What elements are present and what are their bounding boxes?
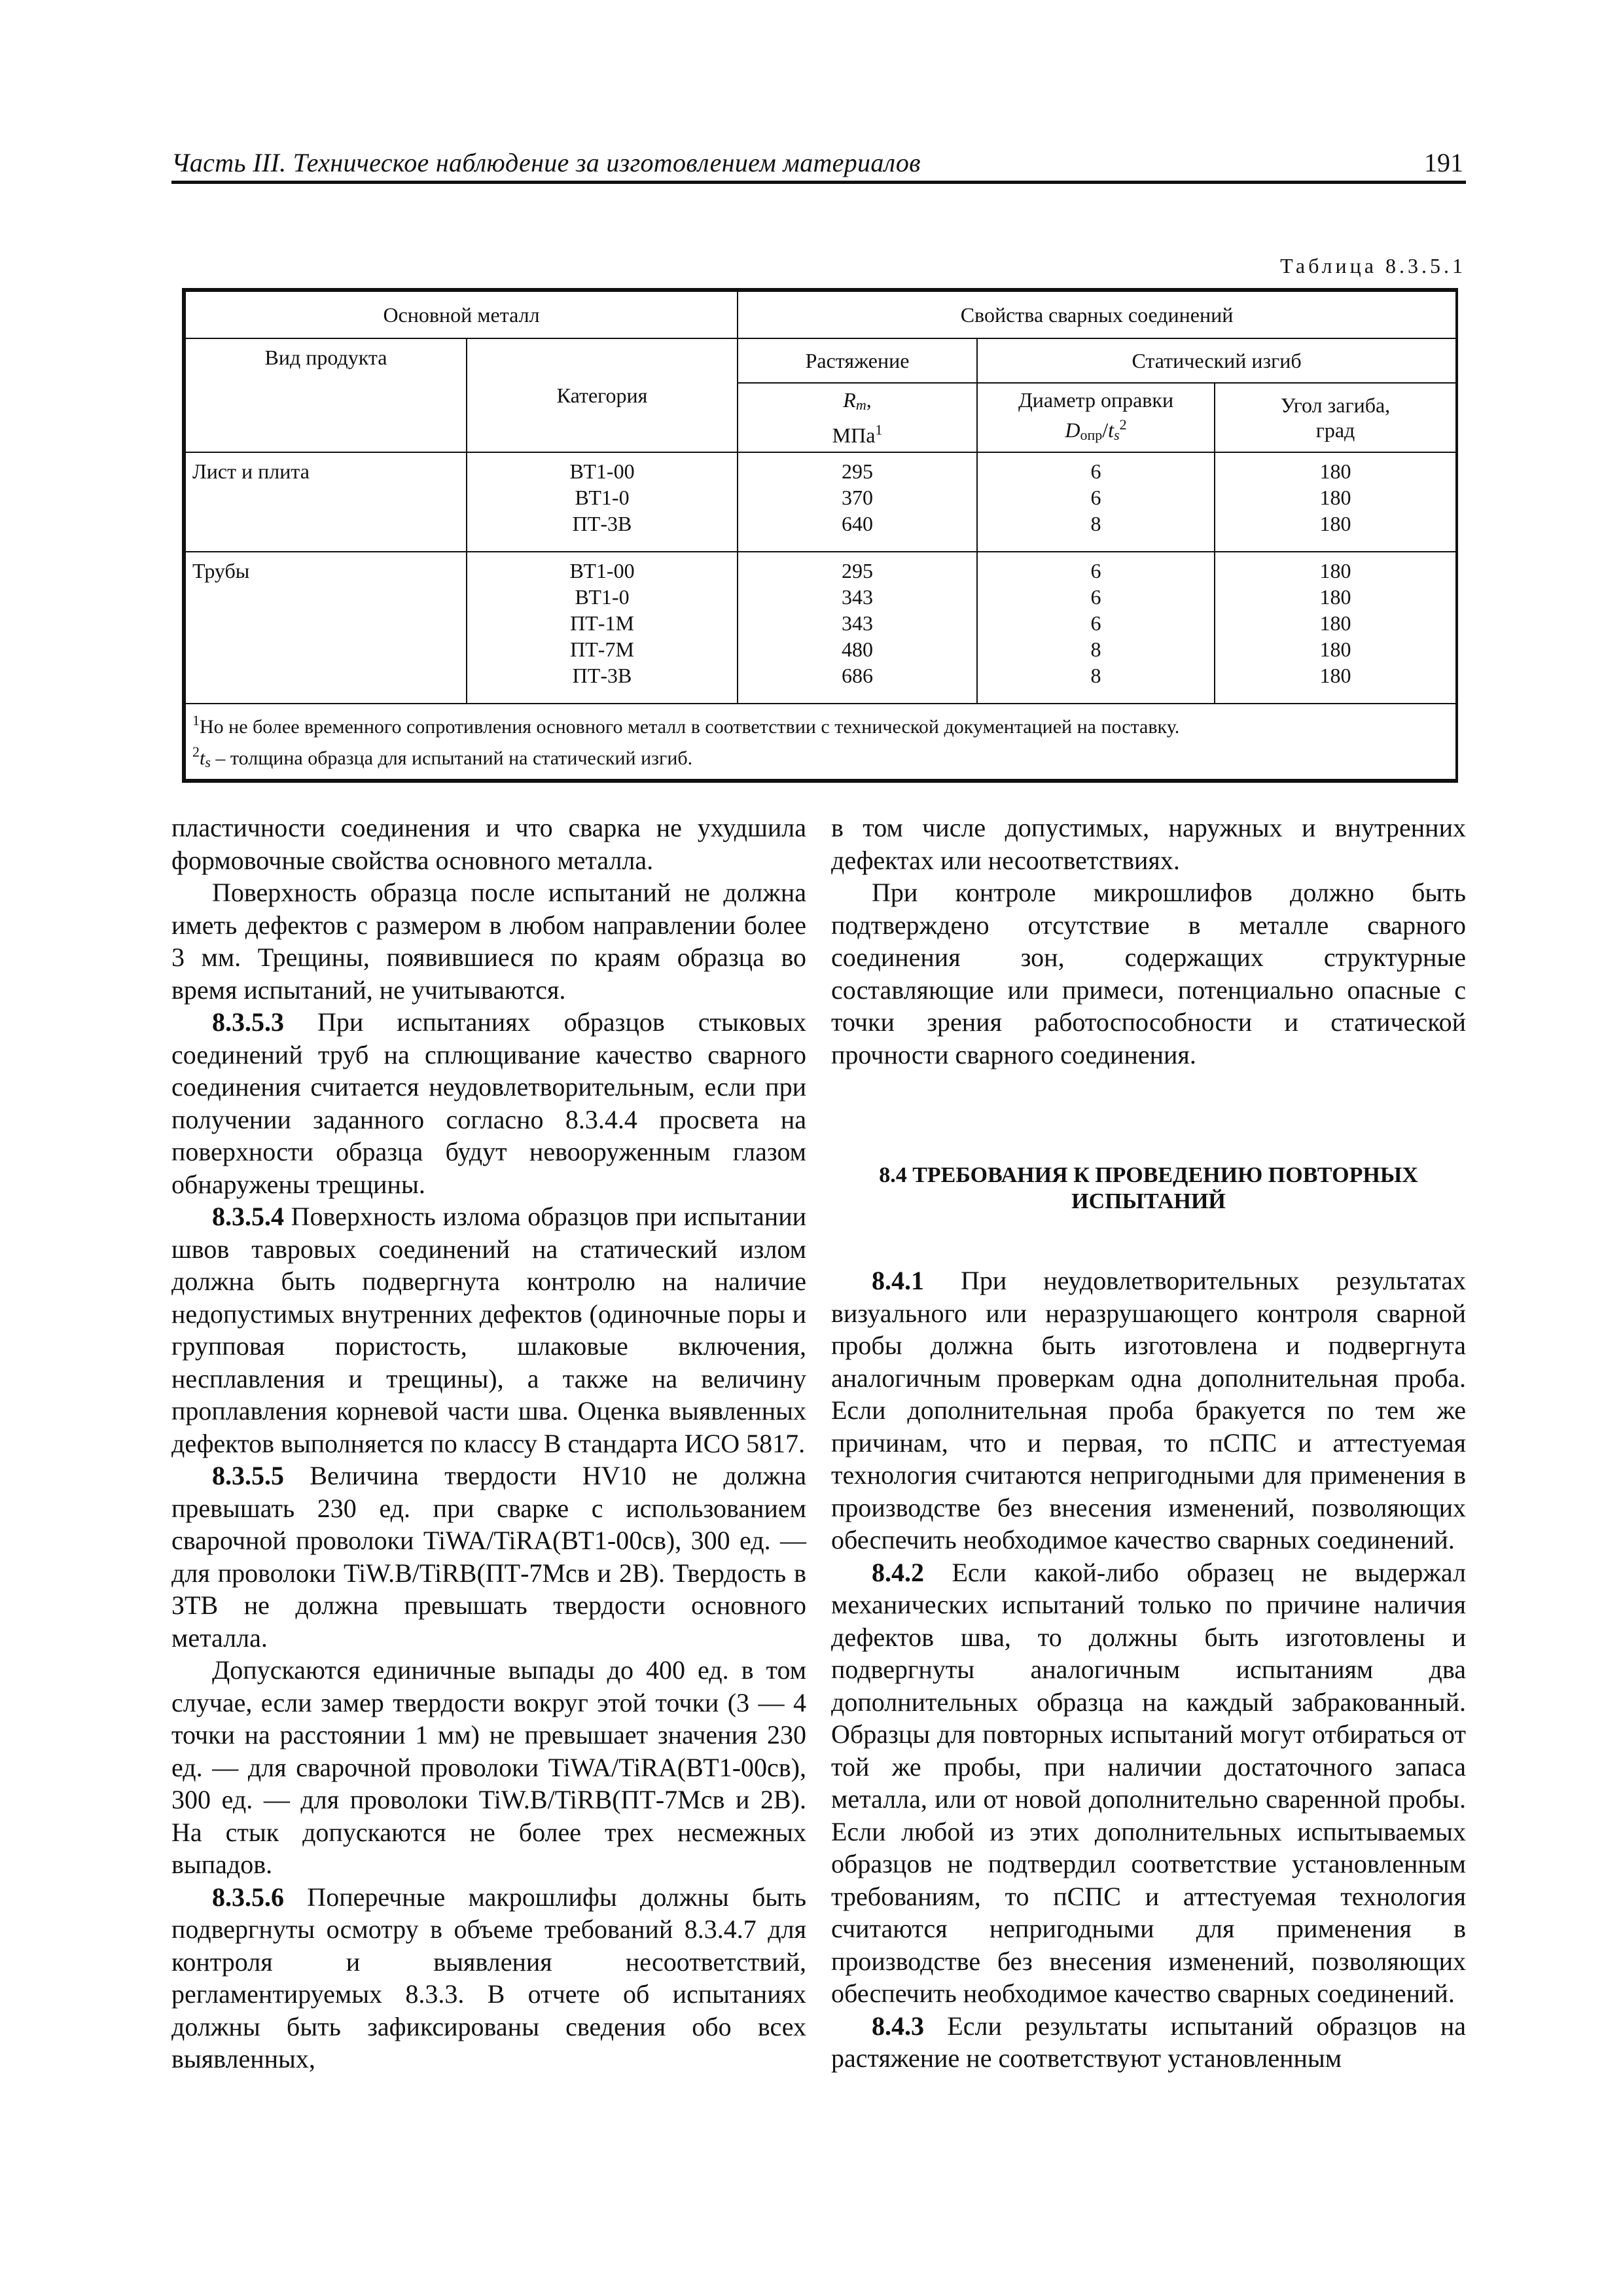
product-cell xyxy=(185,452,467,552)
header-tension: Растяжение xyxy=(738,338,977,383)
mandrel-footnote-mark: 2 xyxy=(1119,416,1127,433)
angle-value: 180 xyxy=(1319,664,1351,687)
category-cell xyxy=(467,552,738,704)
category-value: ПТ-1М xyxy=(570,611,634,635)
clause-number: 8.4.3 xyxy=(872,2011,924,2041)
mandrel-t: t xyxy=(1108,418,1115,442)
rm-subscript: m xyxy=(855,397,866,413)
mandrel-value: 8 xyxy=(1090,637,1101,661)
mandrel-value: 6 xyxy=(1090,459,1101,483)
angle-cell xyxy=(1215,452,1456,552)
category-value: ПТ-7М xyxy=(570,637,634,661)
angle-value: 180 xyxy=(1319,459,1351,483)
clause-text: Величина твердости HV10 не должна превышать 230 ед. при сварке с использованием сварочной проволоки TiWA/TiRA(ВТ1-00св), 300 ед. — для проволоки TiW.B/TiRB(ПТ-7Мсв и 2В). Твердость в ЗТВ не должна превышать твердости основного металла. xyxy=(171,1461,806,1653)
clause-text: При испытаниях образцов стыковых соединений труб на сплющивание качество сварного соединения считается неудовлетворительным, если при получении заданного согласно 8.3.4.4 просвета на поверхности образца будут невооруженным глазом обнаружены трещины. xyxy=(171,1007,806,1199)
angle-value: 180 xyxy=(1319,559,1351,583)
category-value: ВТ1-00 xyxy=(569,559,635,583)
mandrel-value: 6 xyxy=(1090,611,1101,635)
table-notes xyxy=(185,704,1456,780)
product-cell xyxy=(185,552,467,704)
clause-number: 8.3.5.5 xyxy=(212,1461,284,1490)
header-bend-angle xyxy=(1215,383,1456,452)
clause-number: 8.3.5.3 xyxy=(212,1007,284,1037)
header-product-type: Вид продукта xyxy=(185,338,467,452)
mandrel-value: 6 xyxy=(1090,486,1101,509)
paragraph-8-3-5-6 xyxy=(171,1881,806,2075)
mandrel-value: 8 xyxy=(1090,512,1101,535)
clause-text: Если какой-либо образец не выдержал механических испытаний только по причине наличия дефектов шва, то должны быть изготовлены и подвергнуты аналогичным испытаниям два дополнительных образца на каждый забракованный. Образцы для повторных испытаний могут отбираться от той же пробы, при наличии достаточного запаса металла, или от новой дополнительно сваренной пробы. Если любой из этих дополнительных испытываемых образцов не подтвердил соответствие установленным требованиям, то пСПС и аттестуемая технология считаются непригодными для применения в производстве без внесения изменений, позволяющих обеспечить необходимое качество сварных соединений. xyxy=(831,1557,1466,2008)
table-row xyxy=(185,552,1456,704)
header-base-metal: Основной металл xyxy=(185,291,738,338)
running-title: Часть III. Техническое наблюдение за изготовлением материалов xyxy=(171,148,921,177)
paragraph-8-4-1 xyxy=(831,1265,1466,1556)
rm-value: 370 xyxy=(842,486,874,509)
section-heading-line: 8.4 ТРЕБОВАНИЯ К ПРОВЕДЕНИЮ ПОВТОРНЫХ xyxy=(879,1163,1418,1187)
paragraph: пластичности соединения и что сварка не ухудшила формовочные свойства основного металла. xyxy=(171,813,806,875)
footnote-2-text: – толщина образца для испытаний на статический изгиб. xyxy=(210,747,693,769)
bend-angle-unit: град xyxy=(1315,418,1355,442)
table-caption: Таблица 8.3.5.1 xyxy=(1280,254,1466,278)
paragraph-8-3-5-5 xyxy=(171,1460,806,1654)
angle-value: 180 xyxy=(1319,486,1351,509)
page-header xyxy=(171,143,1466,184)
paragraph-8-4-3 xyxy=(831,2010,1466,2075)
rm-value: 295 xyxy=(842,459,874,483)
mandrel-cell xyxy=(977,552,1215,704)
rm-cell xyxy=(738,452,977,552)
mandrel-d-sub: опр xyxy=(1080,427,1103,443)
product-name: Лист и плита xyxy=(192,459,310,483)
rm-value: 343 xyxy=(842,611,874,635)
mandrel-cell xyxy=(977,452,1215,552)
right-text-column xyxy=(831,812,1466,2075)
clause-number: 8.4.1 xyxy=(872,1266,924,1295)
footnote-1-mark: 1 xyxy=(192,712,200,728)
bend-angle-label: Угол загиба, xyxy=(1280,393,1391,417)
paragraph: Поверхность образца после испытаний не должна иметь дефектов с размером в любом направлении более 3 мм. Трещины, появившиеся по краям образца во время испытаний, не учитываются. xyxy=(171,878,806,1005)
rm-symbol: R xyxy=(843,388,856,412)
angle-value: 180 xyxy=(1319,585,1351,609)
table-subheader-row xyxy=(185,338,1456,383)
rm-unit: МПа xyxy=(832,423,876,447)
clause-number: 8.4.2 xyxy=(872,1557,924,1587)
header-mandrel xyxy=(977,383,1215,452)
footnote-2-mark: 2 xyxy=(192,744,200,760)
rm-value: 343 xyxy=(842,585,874,609)
paragraph: Допускаются единичные выпады до 400 ед. в том случае, если замер твердости вокруг этой точки (3 — 4 точки на расстоянии 1 мм) не превышает значения 230 ед. — для сварочной проволоки TiWA/TiRA(ВТ1-00св), 300 ед. — для проволоки TiW.B/TiRB(ПТ-7Мсв и 2В). На стык допускаются не более трех несмежных выпадов. xyxy=(171,1655,806,1879)
category-value: ПТ-3В xyxy=(572,512,632,535)
left-text-column xyxy=(171,812,806,2075)
rm-value: 640 xyxy=(842,512,874,535)
table-row xyxy=(185,452,1456,552)
category-value: ПТ-3В xyxy=(572,664,632,687)
clause-text: Поверхность излома образцов при испытании швов тавровых соединений на статический излом должна быть подвергнута контролю на наличие недопустимых внутренних дефектов (одиночные поры и групповая пористость, шлаковые включения, несплавления и трещины), а также на величину проплавления корневой части шва. Оценка выявленных дефектов выполняется по классу В стандарта ИСО 5817. xyxy=(171,1202,806,1458)
header-category: Категория xyxy=(467,338,738,452)
header-static-bend: Статический изгиб xyxy=(977,338,1456,383)
header-rm xyxy=(738,383,977,452)
paragraph: При контроле микрошлифов должно быть подтверждено отсутствие в металле сварного соединения зон, содержащих структурные составляющие или примеси, потенциально опасные с точки зрения работоспособности и статической прочности сварного соединения. xyxy=(831,878,1466,1069)
clause-text: При неудовлетворительных результатах визуального или неразрушающего контроля сварной пробы должна быть изготовлена и подвергнута аналогичным проверкам одна дополнительная проба. Если дополнительная проба бракуется по тем же причинам, что и первая, то пСПС и аттестуемая технология считаются непригодными для применения в производстве без внесения изменений, позволяющих обеспечить необходимое качество сварных соединений. xyxy=(831,1266,1466,1554)
weld-properties-table xyxy=(185,291,1457,780)
footnote-1 xyxy=(192,708,1449,740)
page-number: 191 xyxy=(1424,148,1463,177)
clause-text: Поперечные макрошлифы должны быть подвергнуты осмотру в объеме требований 8.3.4.7 для контроля и выявления несоответствий, регламентируемых 8.3.3. В отчете об испытаниях должны быть зафиксированы сведения обо всех выявленных, xyxy=(171,1882,806,2073)
rm-cell xyxy=(738,552,977,704)
category-value: ВТ1-00 xyxy=(569,459,635,483)
section-heading-line: ИСПЫТАНИЙ xyxy=(1071,1189,1226,1213)
clause-number: 8.3.5.4 xyxy=(212,1202,284,1231)
footnote-2-symbol: t xyxy=(200,747,205,769)
header-weld-properties: Свойства сварных соединений xyxy=(738,291,1456,338)
footnote-2 xyxy=(192,740,1449,775)
table-group-header-row xyxy=(185,291,1456,338)
mandrel-slash: / xyxy=(1102,418,1109,442)
footnote-1-text: Но не более временного сопротивления основного металл в соответствии с технической документацией на поставку. xyxy=(200,716,1180,738)
mandrel-value: 8 xyxy=(1090,664,1101,687)
angle-value: 180 xyxy=(1319,611,1351,635)
paragraph-8-4-2 xyxy=(831,1556,1466,2010)
table-notes-row xyxy=(185,704,1456,780)
mandrel-value: 6 xyxy=(1090,585,1101,609)
angle-cell xyxy=(1215,552,1456,704)
section-heading-8-4 xyxy=(831,1162,1466,1215)
paragraph: в том числе допустимых, наружных и внутренних дефектах или несоответствиях. xyxy=(831,813,1466,875)
category-value: ВТ1-0 xyxy=(575,585,630,609)
clause-text: Если результаты испытаний образцов на растяжение не соответствуют установленным xyxy=(831,2011,1466,2073)
mandrel-t-sub: s xyxy=(1114,427,1120,443)
clause-number: 8.3.5.6 xyxy=(212,1882,284,1912)
rm-value: 295 xyxy=(842,559,874,583)
mandrel-label: Диаметр оправки xyxy=(1018,388,1174,412)
footnote-2-sub: s xyxy=(205,754,211,770)
angle-value: 180 xyxy=(1319,512,1351,535)
mandrel-d: D xyxy=(1065,418,1080,442)
mandrel-value: 6 xyxy=(1090,559,1101,583)
rm-value: 686 xyxy=(842,664,874,687)
rm-footnote-mark: 1 xyxy=(875,422,883,438)
category-value: ВТ1-0 xyxy=(575,486,630,509)
paragraph-8-3-5-4 xyxy=(171,1200,806,1460)
angle-value: 180 xyxy=(1319,637,1351,661)
rm-value: 480 xyxy=(842,637,874,661)
product-name: Трубы xyxy=(192,559,250,583)
rm-separator: , xyxy=(866,388,872,412)
properties-table xyxy=(182,288,1458,783)
category-cell xyxy=(467,452,738,552)
paragraph-8-3-5-3 xyxy=(171,1006,806,1200)
